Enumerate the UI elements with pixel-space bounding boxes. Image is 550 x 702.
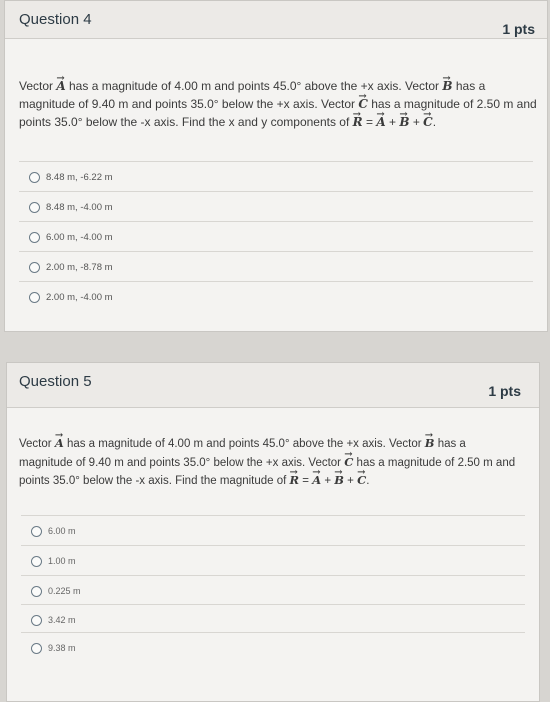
text-run: Vector	[19, 438, 55, 450]
radio-button[interactable]	[29, 292, 40, 303]
vector-symbol: → A	[56, 79, 65, 93]
vector-symbol: → C	[358, 97, 368, 111]
vector-symbol: → A	[376, 115, 385, 129]
text-run: =	[299, 475, 313, 487]
answer-label: 1.00 m	[48, 556, 76, 566]
answer-option[interactable]	[21, 515, 525, 546]
vector-symbol: → B	[399, 115, 409, 129]
vector-symbol: → R	[290, 473, 300, 487]
radio-button[interactable]	[31, 615, 42, 626]
answer-option[interactable]	[21, 632, 525, 663]
question-points: 1 pts	[502, 21, 535, 37]
text-run: has a magnitude of 4.00 m and points 45.0° above the +x axis. Vector	[63, 438, 425, 450]
question-title: Question 5	[19, 373, 92, 390]
question-points: 1 pts	[488, 383, 521, 399]
question-4-card	[4, 0, 548, 332]
vector-symbol: → C	[344, 455, 353, 469]
text-run: +	[343, 475, 358, 487]
answer-option[interactable]	[21, 604, 525, 635]
answer-label: 2.00 m, -8.78 m	[46, 261, 113, 273]
question-header	[5, 1, 547, 39]
answer-label: 0.225 m	[48, 586, 81, 596]
vector-symbol: → R	[353, 115, 363, 129]
answer-label: 8.48 m, -6.22 m	[46, 171, 113, 183]
text-run: +	[385, 115, 400, 129]
radio-button[interactable]	[29, 202, 40, 213]
question-title: Question 4	[19, 11, 92, 28]
radio-button[interactable]	[31, 586, 42, 597]
vector-symbol: → B	[334, 473, 344, 487]
answer-option[interactable]	[21, 545, 525, 576]
text-run: .	[432, 115, 437, 129]
vector-symbol: → B	[442, 79, 452, 93]
radio-button[interactable]	[29, 232, 40, 243]
answer-option[interactable]	[19, 251, 533, 282]
question-header	[7, 363, 539, 408]
text-run: =	[362, 115, 377, 129]
text-run: has a magnitude of 4.00 m and points 45.0° above the +x axis. Vector	[65, 79, 443, 93]
answer-option[interactable]	[19, 221, 533, 252]
question-text	[19, 435, 519, 491]
answer-label: 3.42 m	[48, 615, 76, 625]
answer-label: 8.48 m, -4.00 m	[46, 201, 113, 213]
text-run: Vector	[19, 79, 57, 93]
radio-button[interactable]	[31, 556, 42, 567]
answer-option[interactable]	[19, 191, 533, 222]
answer-label: 9.38 m	[48, 643, 76, 653]
radio-button[interactable]	[29, 172, 40, 183]
answer-label: 2.00 m, -4.00 m	[46, 291, 113, 303]
question-5-card	[6, 362, 540, 702]
vector-symbol: → A	[312, 473, 321, 487]
radio-button[interactable]	[31, 526, 42, 537]
answer-option[interactable]	[21, 575, 525, 606]
answer-option[interactable]	[19, 161, 533, 192]
text-run: +	[409, 115, 424, 129]
text-run: has a magnitude of 9.40 m and points 35.0° below the +x axis. Vector	[19, 79, 486, 111]
text-run: has a magnitude of 2.50 m and points 35.0° below the -x axis. Find the magnitude of	[19, 456, 516, 487]
vector-symbol: → A	[55, 436, 64, 450]
vector-symbol: → C	[423, 115, 433, 129]
answer-option[interactable]	[19, 281, 533, 312]
text-run: .	[366, 475, 370, 487]
radio-button[interactable]	[31, 643, 42, 654]
text-run: has a magnitude of 2.50 m and points 35.0° below the -x axis. Find the x and y components of	[19, 97, 537, 129]
vector-symbol: → B	[425, 436, 435, 450]
answer-label: 6.00 m, -4.00 m	[46, 231, 113, 243]
text-run: has a magnitude of 9.40 m and points 35.0° below the +x axis. Vector	[19, 438, 466, 469]
answer-label: 6.00 m	[48, 526, 76, 536]
vector-symbol: → C	[357, 473, 366, 487]
text-run: +	[321, 475, 335, 487]
question-text	[19, 77, 539, 131]
radio-button[interactable]	[29, 262, 40, 273]
